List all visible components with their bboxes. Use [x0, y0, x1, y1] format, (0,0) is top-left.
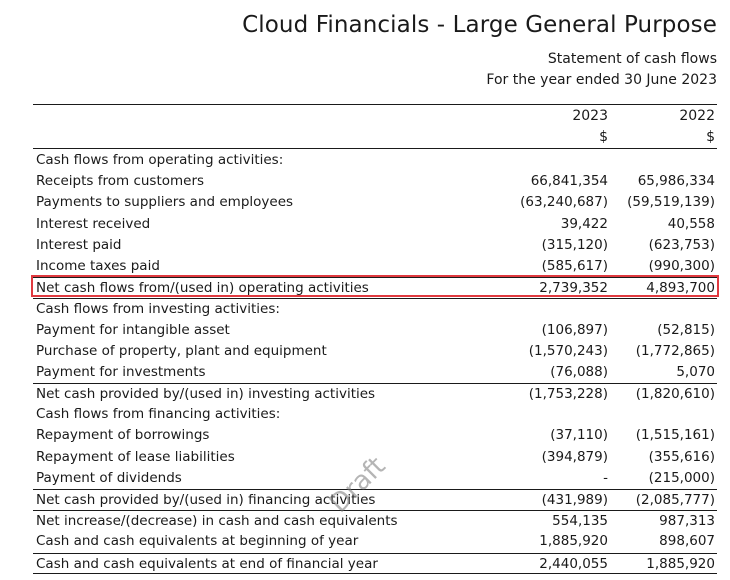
table-row — [33, 214, 717, 235]
row-label: Interest received — [36, 215, 151, 232]
value-2023: - — [603, 469, 608, 486]
table-row — [33, 447, 717, 468]
value-2023: (315,120) — [541, 236, 608, 253]
column-header-2022: 2022 — [679, 108, 715, 124]
value-2022: 4,893,700 — [646, 280, 715, 297]
period-label: For the year ended 30 June 2023 — [486, 72, 717, 88]
currency-2022: $ — [706, 129, 715, 145]
total-row-investing — [33, 383, 717, 404]
value-2022: (2,085,777) — [635, 492, 715, 508]
value-2022: (52,815) — [657, 321, 715, 338]
value-2022: 40,558 — [667, 215, 715, 232]
row-label: Cash flows from financing activities: — [36, 406, 281, 423]
row-label: Net cash provided by/(used in) investing activities — [36, 386, 376, 403]
table-row — [33, 256, 717, 277]
section-heading-financing — [33, 404, 717, 425]
value-2023: (63,240,687) — [520, 194, 608, 211]
row-label: Income taxes paid — [36, 257, 160, 274]
value-2022: 5,070 — [676, 363, 715, 380]
value-2022: (59,519,139) — [627, 194, 715, 211]
value-2022: 987,313 — [659, 513, 715, 530]
currency-2023: $ — [599, 129, 608, 145]
row-label: Cash flows from operating activities: — [36, 152, 284, 168]
row-label: Interest paid — [36, 236, 122, 253]
value-2023: (1,570,243) — [528, 342, 608, 359]
draft-watermark: Draft — [323, 451, 392, 519]
row-label: Purchase of property, plant and equipment — [36, 342, 327, 359]
table-row — [33, 341, 717, 362]
value-2022: 898,607 — [659, 533, 715, 550]
page-title: Cloud Financials - Large General Purpose — [242, 12, 717, 38]
row-label: Net increase/(decrease) in cash and cash equivalents — [36, 513, 398, 530]
value-2022: 1,885,920 — [646, 555, 715, 572]
column-header-2023: 2023 — [572, 108, 608, 124]
value-2022: (1,515,161) — [635, 427, 715, 444]
table-row — [33, 320, 717, 341]
statement-name: Statement of cash flows — [547, 51, 717, 67]
row-label: Repayment of lease liabilities — [36, 448, 235, 465]
row-label: Payment of dividends — [36, 469, 182, 486]
value-2023: (106,897) — [541, 321, 608, 338]
table-row — [33, 468, 717, 489]
row-label: Payment for intangible asset — [36, 321, 230, 338]
header-divider — [33, 148, 717, 149]
table-row — [33, 235, 717, 256]
value-2023: (394,879) — [541, 448, 608, 465]
value-2023: 1,885,920 — [539, 533, 608, 550]
value-2023: (1,753,228) — [528, 386, 608, 403]
value-2022: (623,753) — [648, 236, 715, 253]
row-label: Repayment of borrowings — [36, 427, 210, 444]
value-2023: 2,440,055 — [539, 555, 608, 572]
value-2023: 2,739,352 — [539, 280, 608, 297]
row-label: Payments to suppliers and employees — [36, 194, 294, 211]
row-label: Net cash flows from/(used in) operating activities — [36, 280, 369, 297]
value-2022: (215,000) — [648, 469, 715, 486]
value-2023: (431,989) — [541, 492, 608, 508]
row-label: Receipts from customers — [36, 173, 205, 190]
table-row — [33, 192, 717, 213]
row-label: Cash and cash equivalents at beginning of year — [36, 533, 359, 550]
value-2022: (990,300) — [648, 257, 715, 274]
section-heading-operating — [33, 150, 717, 171]
value-2022: (355,616) — [648, 448, 715, 465]
value-2023: 39,422 — [560, 215, 608, 232]
total-row-closing-cash — [33, 553, 717, 574]
value-2022: (1,772,865) — [635, 342, 715, 359]
value-2022: 65,986,334 — [637, 173, 715, 190]
row-label: Payment for investments — [36, 363, 206, 380]
table-row — [33, 425, 717, 446]
row-label: Cash and cash equivalents at end of financial year — [36, 555, 378, 572]
row-label: Net cash provided by/(used in) financing activities — [36, 492, 376, 508]
value-2023: (585,617) — [541, 257, 608, 274]
value-2023: (37,110) — [550, 427, 608, 444]
value-2023: (76,088) — [550, 363, 608, 380]
total-row-net-change — [33, 510, 717, 531]
table-row — [33, 531, 717, 552]
value-2022: (1,820,610) — [635, 386, 715, 403]
section-heading-investing — [33, 298, 717, 319]
total-row-financing — [33, 489, 717, 510]
table-row — [33, 362, 717, 383]
value-2023: 554,135 — [552, 513, 608, 530]
top-divider — [33, 104, 717, 105]
value-2023: 66,841,354 — [530, 173, 608, 190]
cash-flow-table — [33, 150, 717, 574]
table-row — [33, 171, 717, 192]
total-row-operating — [33, 277, 717, 298]
row-label: Cash flows from investing activities: — [36, 301, 280, 318]
